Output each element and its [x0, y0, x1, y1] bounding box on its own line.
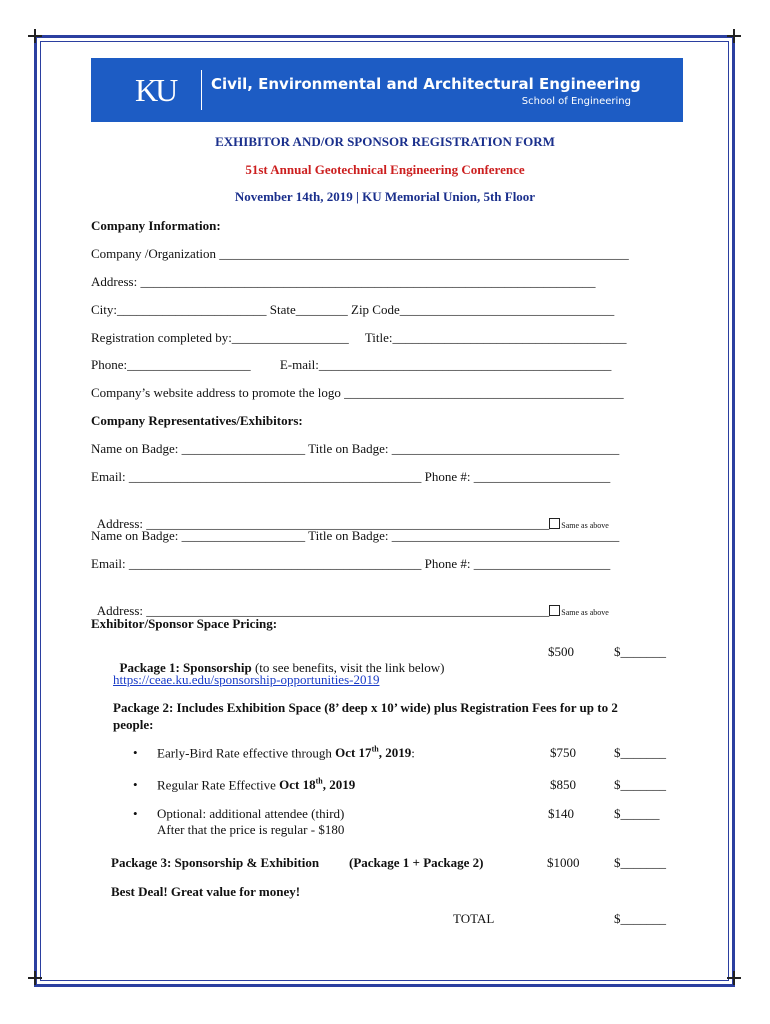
company-phone-field[interactable]: Phone:___________________ E-mail:_____________________________________________	[91, 357, 612, 372]
company-address-field[interactable]: Address: ______________________________________________________________________	[91, 274, 596, 289]
corner-ornament	[28, 29, 42, 43]
reps-section-heading: Company Representatives/Exhibitors:	[91, 413, 303, 428]
early-bird-price: $750	[550, 745, 576, 760]
package3-label: Package 3: Sponsorship & Exhibition	[111, 855, 320, 870]
best-deal-text: Best Deal! Great value for money!	[111, 884, 301, 899]
company-city-field[interactable]: City:_______________________ State________ Zip Code_________________________________	[91, 302, 615, 317]
early-bird-text: Early-Bird Rate effective through	[157, 745, 336, 761]
rep2-address-text[interactable]: Address: ______________________________________________________________	[96, 603, 550, 618]
banner-divider	[201, 70, 202, 110]
early-bird-rate: Early-Bird Rate effective through Oct 17th, 2019:	[157, 745, 415, 761]
package1-label: Package 1: Sponsorship	[119, 660, 252, 675]
optional-attendee-text: Optional: additional attendee (third)	[157, 806, 345, 821]
rep2-address-field[interactable]	[91, 587, 609, 619]
regular-rate-amount-field[interactable]: $_______	[614, 777, 666, 792]
registration-by-field[interactable]: Registration completed by:__________________ Title:____________________________________	[91, 330, 627, 345]
conference-title: 51st Annual Geotechnical Engineering Conference	[245, 162, 525, 177]
optional-attendee-note: After that the price is regular - $180	[157, 822, 345, 837]
package1-note: (to see benefits, visit the link below)	[251, 660, 445, 675]
bullet-icon: •	[133, 777, 138, 792]
school-subtitle: School of Engineering	[521, 96, 631, 107]
form-title: EXHIBITOR AND/OR SPONSOR REGISTRATION FORM	[215, 134, 555, 149]
corner-ornament	[727, 29, 741, 43]
package3-price: $1000	[547, 855, 580, 870]
corner-ornament	[28, 971, 42, 985]
package2-title-cont: people:	[113, 717, 154, 732]
package2-title: Package 2: Includes Exhibition Space (8’ deep x 10’ wide) plus Registration Fees for up to 2	[113, 700, 618, 715]
regular-rate	[157, 777, 355, 793]
pricing-section-heading: Exhibitor/Sponsor Space Pricing:	[91, 616, 278, 631]
regular-rate-date: Oct 18th, 2019	[279, 777, 356, 793]
ku-logo: KU	[135, 72, 176, 108]
corner-ornament	[727, 971, 741, 985]
bullet-icon: •	[133, 806, 138, 821]
rep2-badge-field[interactable]: Name on Badge: ___________________ Title on Badge: ___________________________________	[91, 528, 620, 543]
package1-amount-field[interactable]: $_______	[614, 644, 666, 659]
rep2-email-field[interactable]: Email: _____________________________________________ Phone #: _____________________	[91, 556, 611, 571]
rep1-address-text[interactable]: Address: ______________________________________________________________	[96, 516, 550, 531]
company-org-field[interactable]: Company /Organization _______________________________________________________________	[91, 246, 629, 261]
total-amount-field[interactable]: $_______	[614, 911, 666, 926]
department-title: Civil, Environmental and Architectural Engineering	[211, 75, 641, 93]
same-as-above-label: Same as above	[561, 608, 609, 617]
early-bird-amount-field[interactable]: $_______	[614, 745, 666, 760]
header-banner	[91, 58, 683, 122]
regular-rate-text: Regular Rate Effective	[157, 777, 280, 793]
same-as-above-checkbox[interactable]	[549, 605, 560, 616]
sponsorship-link[interactable]: https://ceae.ku.edu/sponsorship-opportunities-2019	[113, 672, 380, 687]
optional-attendee-price: $140	[548, 806, 574, 821]
package3-note: (Package 1 + Package 2)	[349, 855, 484, 870]
package1-price: $500	[548, 644, 574, 659]
company-website-field[interactable]: Company’s website address to promote the logo ___________________________________________	[91, 385, 624, 400]
rep1-badge-field[interactable]: Name on Badge: ___________________ Title on Badge: ___________________________________	[91, 441, 620, 456]
total-label: TOTAL	[453, 911, 495, 926]
company-section-heading: Company Information:	[91, 218, 221, 233]
bullet-icon: •	[133, 745, 138, 760]
rep1-email-field[interactable]: Email: _____________________________________________ Phone #: _____________________	[91, 469, 611, 484]
regular-rate-price: $850	[550, 777, 576, 792]
same-as-above-label: Same as above	[561, 521, 609, 530]
package3-amount-field[interactable]: $_______	[614, 855, 666, 870]
optional-attendee-amount-field[interactable]: $______	[614, 806, 660, 821]
conference-date: November 14th, 2019 | KU Memorial Union, 5th Floor	[234, 189, 536, 204]
early-bird-date: Oct 17th, 2019	[335, 745, 412, 761]
